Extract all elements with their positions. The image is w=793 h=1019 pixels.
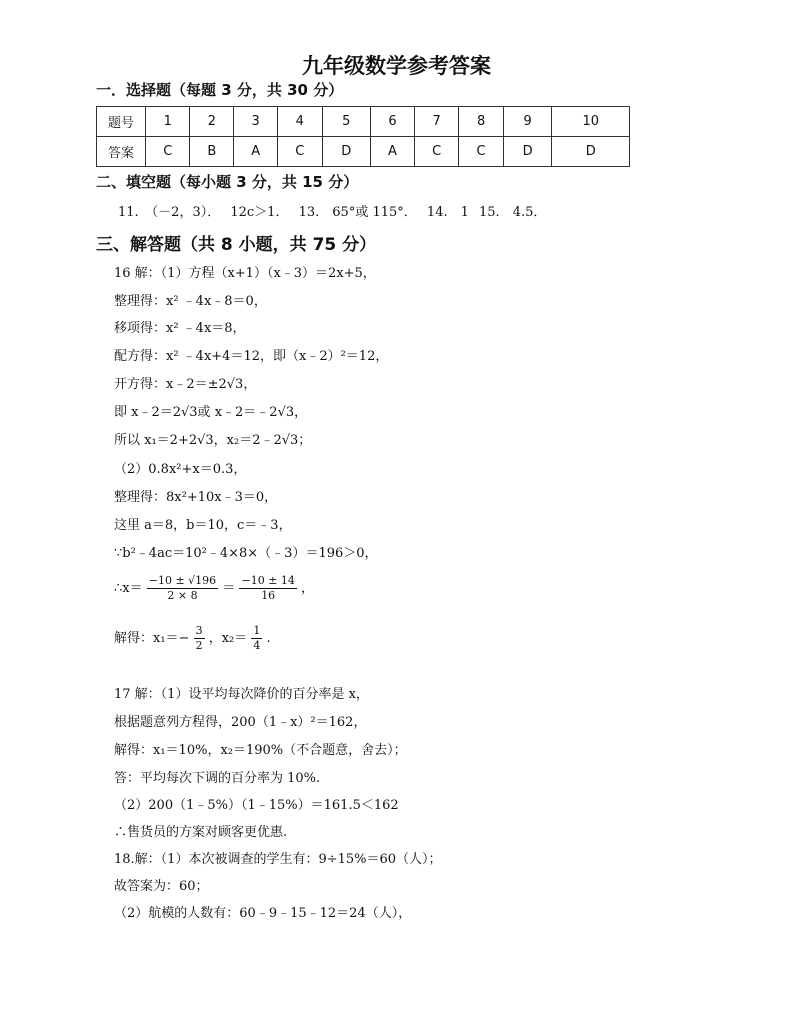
q17-line: 答：平均每次下调的百分率为 10%. <box>114 771 321 786</box>
table-cell: D <box>552 137 630 167</box>
answer-15: 15. 4.5． <box>479 205 547 220</box>
table-cell: 8 <box>459 107 503 137</box>
fraction <box>147 574 218 603</box>
q17-line: （2）200（1﹣5%）（1﹣15%）＝161.5＜162 <box>114 798 399 813</box>
q16-line: 16 解：（1）方程（x+1）（x﹣3）＝2x+5， <box>114 266 376 281</box>
fraction <box>251 624 262 653</box>
q16-line: （2）0.8x²+x＝0.3， <box>114 462 247 477</box>
fraction-denominator: 2 × 8 <box>167 589 198 602</box>
table-cell: A <box>371 137 415 167</box>
fraction <box>239 574 296 603</box>
q18-line: 故答案为：60； <box>114 879 209 894</box>
table-cell: 5 <box>322 107 371 137</box>
table-cell: A <box>234 137 278 167</box>
q16-quadratic-formula: ∴x＝ $\frac{-10 \pm √196}{2 \times 8}$ ＝ $\frac{-10 \pm 14}{16}$ ， <box>114 574 315 602</box>
q16-line: 开方得：x﹣2＝±2√3， <box>114 377 257 392</box>
table-cell: 6 <box>371 107 415 137</box>
table-cell: C <box>459 137 503 167</box>
q16-line: 整理得：8x²+10x﹣3＝0， <box>114 490 278 505</box>
table-cell: 7 <box>414 107 458 137</box>
q16-line: ∵b²﹣4ac＝10²﹣4×8×（﹣3）＝196＞0， <box>114 546 378 561</box>
fraction-numerator: 3 <box>195 624 203 637</box>
fraction-denominator: 2 <box>195 639 203 652</box>
section1-heading: 一．选择题（每题 3 分，共 30 分） <box>96 81 344 99</box>
q16-line: 移项得：x² ﹣4x＝8， <box>114 321 246 336</box>
fraction <box>194 624 205 653</box>
page-title: 九年级数学参考答案 <box>302 54 491 78</box>
q18-line: 18.解：（1）本次被调查的学生有：9÷15%＝60（人）； <box>114 852 442 867</box>
q16-line: 所以 x₁＝2+2√3，x₂＝2﹣2√3； <box>114 433 312 448</box>
q17-line: 17 解：（1）设平均每次降价的百分率是 x， <box>114 687 369 702</box>
solution-mid: ，x₂＝ <box>208 631 248 646</box>
table-cell: 3 <box>234 107 278 137</box>
q16-line: 整理得：x² ﹣4x﹣8＝0， <box>114 294 267 309</box>
fraction-denominator: 16 <box>261 589 276 602</box>
q16-line: 这里 a＝8，b＝10，c＝﹣3， <box>114 518 292 533</box>
table-cell: D <box>322 137 371 167</box>
q17-line: 根据题意列方程得，200（1﹣x）²＝162， <box>114 715 367 730</box>
table-cell: 1 <box>146 107 190 137</box>
answer-table <box>96 106 630 167</box>
table-cell: 9 <box>503 107 552 137</box>
section3-heading: 三、解答题（共 8 小题，共 75 分） <box>96 235 377 255</box>
table-cell: C <box>278 137 322 167</box>
table-cell: B <box>190 137 234 167</box>
fraction-numerator: 1 <box>253 624 261 637</box>
fill-in-answers <box>118 201 552 220</box>
table-row <box>97 137 630 167</box>
solution-prefix: 解得：x₁＝− <box>114 631 190 646</box>
q16-solution: 解得：x₁＝− $\frac{3}{2}$ ，x₂＝ $\frac{1}{4}$ . <box>114 624 271 652</box>
table-row <box>97 107 630 137</box>
table-cell: 4 <box>278 107 322 137</box>
q17-line: 解得：x₁＝10%，x₂＝190%（不合题意，舍去）； <box>114 743 407 758</box>
table-cell: C <box>146 137 190 167</box>
table-cell: C <box>414 137 458 167</box>
answer-11: 11. （－2，3）． <box>118 205 221 220</box>
answer-14: 14. 1 <box>426 205 469 220</box>
q16-line: 即 x﹣2＝2√3或 x﹣2＝﹣2√3， <box>114 405 308 420</box>
table-cell: 10 <box>552 107 630 137</box>
fraction-numerator: −10 ± √196 <box>148 574 217 587</box>
fraction-numerator: −10 ± 14 <box>241 574 295 587</box>
section2-heading: 二、填空题（每小题 3 分，共 15 分） <box>96 173 359 191</box>
q18-line: （2）航模的人数有：60﹣9﹣15﹣12＝24（人）， <box>114 906 412 921</box>
table-cell: D <box>503 137 552 167</box>
row-label-number: 题号 <box>97 107 146 137</box>
formula-prefix: ∴x＝ <box>114 581 143 596</box>
table-cell: 2 <box>190 107 234 137</box>
answer-12: 12c＞1． <box>230 205 289 220</box>
row-label-answer: 答案 <box>97 137 146 167</box>
q16-line: 配方得：x² ﹣4x+4＝12，即（x﹣2）²＝12， <box>114 349 389 364</box>
answer-13: 13. 65°或 115°． <box>298 205 417 220</box>
fraction-denominator: 4 <box>253 639 261 652</box>
q17-line: ∴售货员的方案对顾客更优惠. <box>114 825 288 840</box>
